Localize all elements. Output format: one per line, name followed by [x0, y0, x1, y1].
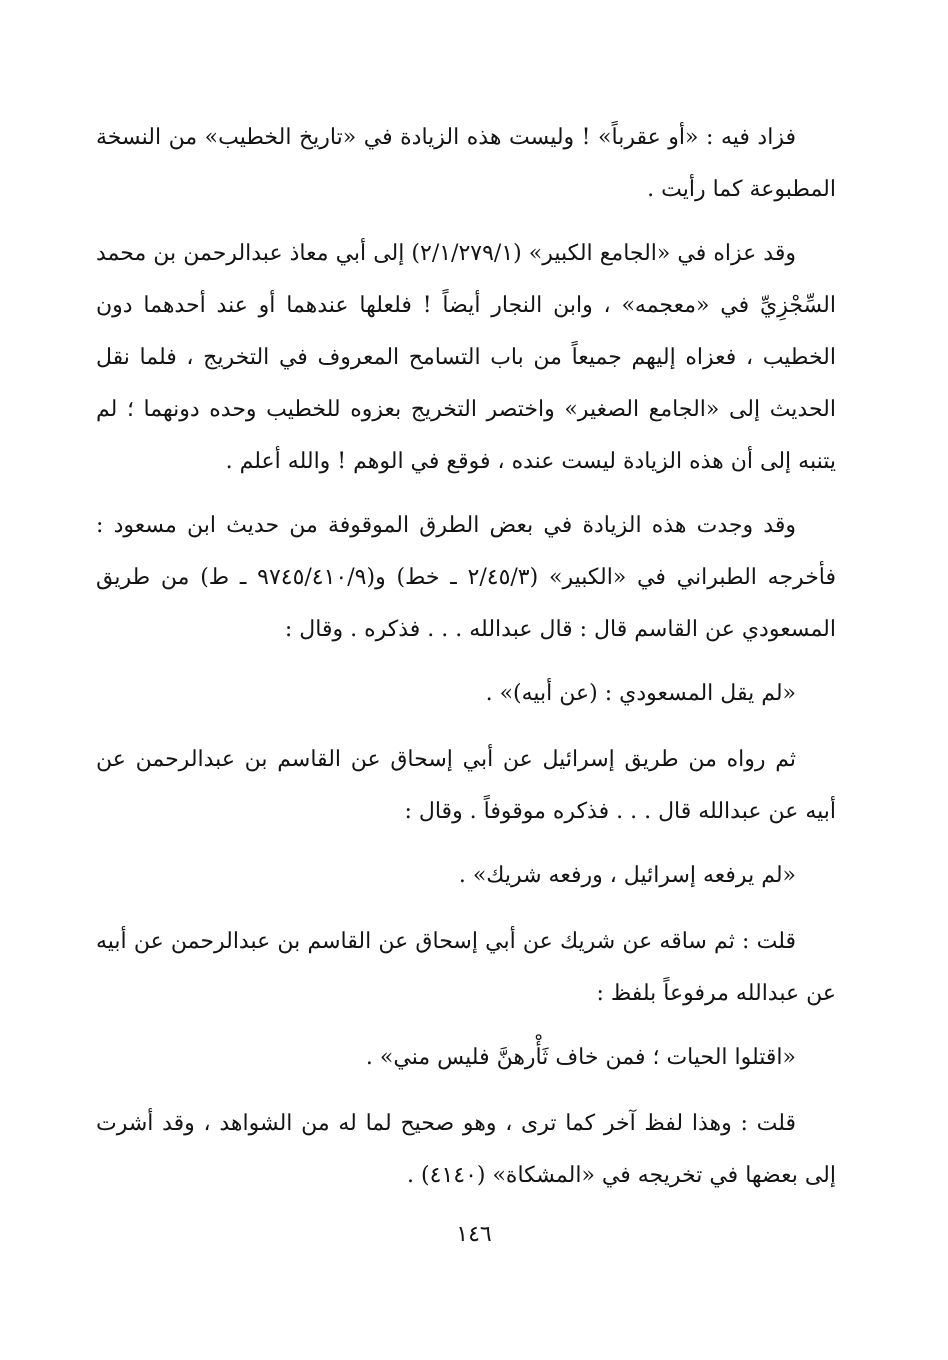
paragraph-3: وقد وجدت هذه الزيادة في بعض الطرق الموقوفة من حديث ابن مسعود : فأخرجه الطبراني في «الكبير» (٢/٤٥/٣ ـ خط) و(٩٧٤٥/٤١٠/٩ ـ ط) من طريق المسعودي عن القاسم قال : قال عبدالله . . . فذكره . وقال :: [96, 513, 837, 642]
paragraph-4: ثم رواه من طريق إسرائيل عن أبي إسحاق عن القاسم بن عبدالرحمن عن أبيه عن عبدالله قال . . . فذكره موقوفاً . وقال :: [96, 747, 836, 824]
quote-1: «لم يقل المسعودي : (عن أبيه)» .: [485, 681, 796, 706]
paragraph-5: قلت : ثم ساقه عن شريك عن أبي إسحاق عن القاسم بن عبدالرحمن عن أبيه عن عبدالله مرفوعاً بلفظ :: [96, 929, 836, 1006]
paragraph-1: فزاد فيه : «أو عقرباً» ! وليست هذه الزيادة في «تاريخ الخطيب» من النسخة المطبوعة كما رأيت .: [96, 125, 836, 202]
quote-2: «لم يرفعه إسرائيل ، ورفعه شريك» .: [458, 863, 796, 888]
page-body: [96, 112, 836, 1214]
paragraph-6: قلت : وهذا لفظ آخر كما ترى ، وهو صحيح لما له من الشواهد ، وقد أشرت إلى بعضها في تخريجه في «المشكاة» (٤١٤٠) .: [96, 1111, 836, 1188]
page-number: ١٤٦: [456, 1222, 492, 1247]
quote-3: «اقتلوا الحيات ؛ فمن خاف ثَأْرهنَّ فليس مني» .: [365, 1045, 796, 1070]
paragraph-2: وقد عزاه في «الجامع الكبير» (٢/١/٢٧٩/١) إلى أبي معاذ عبدالرحمن بن محمد السِّجْزِيِّ في «معجمه» ، وابن النجار أيضاً ! فلعلها عندهما أو عند أحدهما دون الخطيب ، فعزاه إليهم جميعاً من باب التسامح المعروف في التخريج ، فلما نقل الحديث إلى «الجامع الصغير» واختصر التخريج بعزوه للخطيب وحده دونهما ؛ لم يتنبه إلى أن هذه الزيادة ليست عنده ، فوقع في الوهم ! والله أعلم .: [96, 241, 836, 474]
